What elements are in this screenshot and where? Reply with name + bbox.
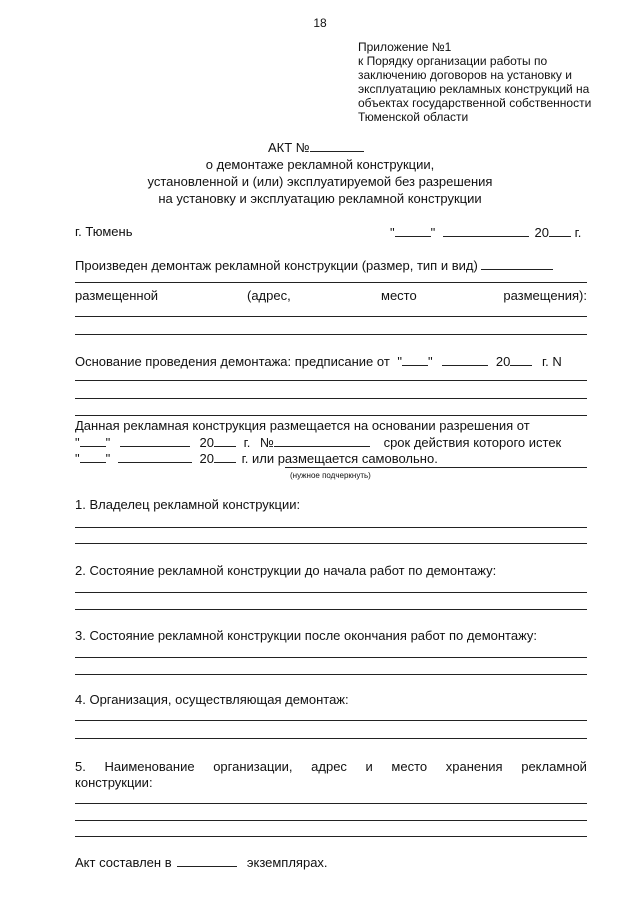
underline-note: (нужное подчеркнуть) [290, 471, 371, 480]
year-blank [214, 434, 236, 447]
copies-label: Акт составлен в [75, 855, 172, 870]
year-prefix: 20 [199, 451, 214, 466]
placed-word: размещенной [75, 288, 159, 303]
fill-line [75, 738, 587, 739]
appendix-line: Тюменской области [358, 110, 469, 124]
quote-mark: " [430, 225, 436, 240]
section-word: рекламной [521, 759, 587, 774]
day-blank [80, 450, 106, 463]
quote-mark: " [75, 451, 80, 466]
basis-label: Основание проведения демонтажа: предписание от [75, 354, 390, 369]
quote-mark: " [75, 435, 80, 450]
placed-word: размещения): [503, 288, 587, 303]
basis-suffix: г. N [542, 354, 562, 369]
title-line: установленной и (или) эксплуатируемой без разрешения [147, 174, 493, 189]
section-word: 5. [75, 759, 86, 774]
year-prefix: 20 [199, 435, 214, 450]
section-organization-label: 4. Организация, осуществляющая демонтаж: [75, 692, 349, 707]
copies-suffix: экземплярах. [246, 855, 328, 870]
placed-word: (адрес, [247, 288, 291, 303]
fill-line [75, 398, 587, 399]
fill-line [75, 380, 587, 381]
fill-line [75, 820, 587, 821]
year-blank [549, 224, 571, 237]
appendix-line: эксплуатацию рекламных конструкций на [358, 82, 590, 96]
permit-number-blank [274, 434, 370, 447]
copies-blank [177, 854, 237, 867]
year-prefix: 20 [534, 225, 549, 240]
section-word: организации, [213, 759, 293, 774]
placed-word: место [381, 288, 417, 303]
fill-line [285, 467, 587, 468]
title-line: на установку и эксплуатацию рекламной конструкции [158, 191, 482, 206]
fill-line [75, 415, 587, 416]
title-line: о демонтаже рекламной конструкции, [205, 157, 435, 172]
year-suffix: г. [243, 435, 251, 450]
year-suffix: г. [574, 225, 582, 240]
quote-mark: " [428, 354, 433, 369]
fill-line [75, 609, 587, 610]
section-state-before-label: 2. Состояние рекламной конструкции до начала работ по демонтажу: [75, 563, 497, 578]
month-blank [442, 353, 488, 366]
act-label: АКТ № [268, 140, 310, 155]
fill-line [75, 282, 587, 283]
day-blank [402, 353, 428, 366]
year-blank [510, 353, 532, 366]
act-number-blank [310, 139, 364, 152]
fill-line [75, 592, 587, 593]
section-word: место [391, 759, 428, 774]
month-blank [443, 224, 529, 237]
appendix-line: к Порядку организации работы по [358, 54, 548, 68]
month-blank [118, 450, 192, 463]
dismantle-text [75, 257, 553, 274]
page-number: 18 [313, 16, 327, 30]
section-word: Наименование [104, 759, 195, 774]
permit-self-text: г. или размещается самовольно. [241, 451, 438, 466]
appendix-line: Приложение №1 [358, 40, 452, 54]
quote-mark: " [105, 435, 111, 450]
fill-line [75, 674, 587, 675]
fill-line [75, 836, 587, 837]
section-storage-label [75, 759, 587, 775]
appendix-block [358, 40, 591, 124]
section-state-after-label: 3. Состояние рекламной конструкции после окончания работ по демонтажу: [75, 628, 538, 643]
year-prefix: 20 [495, 354, 511, 369]
quote-mark: " [397, 354, 403, 369]
day-blank [395, 224, 431, 237]
permit-line-2 [75, 434, 561, 451]
section-storage-label-cont: конструкции: [75, 775, 153, 790]
year-blank [214, 450, 236, 463]
section-word: хранения [445, 759, 503, 774]
section-word: и [365, 759, 373, 774]
date-field [390, 224, 581, 241]
quote-mark: " [390, 225, 395, 240]
act-title [268, 139, 364, 156]
section-owner-label: 1. Владелец рекламной конструкции: [75, 497, 301, 512]
city-label: г. Тюмень [75, 224, 133, 239]
fill-line [75, 543, 587, 544]
month-blank [120, 434, 190, 447]
permit-expiry-text: срок действия которого истек [383, 435, 562, 450]
fill-line [75, 803, 587, 804]
day-blank [80, 434, 106, 447]
quote-mark: " [105, 451, 111, 466]
fill-line [75, 720, 587, 721]
fill-line [75, 334, 587, 335]
fill-line [75, 316, 587, 317]
basis-row [75, 353, 562, 370]
dismantle-blank [481, 257, 553, 270]
dismantle-label: Произведен демонтаж рекламной конструкции (размер, тип и вид) [75, 258, 478, 273]
appendix-line: заключению договоров на установку и [358, 68, 572, 82]
copies-row [75, 854, 328, 871]
permit-line-3 [75, 450, 438, 467]
fill-line [75, 657, 587, 658]
number-sign: № [260, 435, 274, 450]
fill-line [75, 527, 587, 528]
section-word: адрес [311, 759, 347, 774]
appendix-line: объектах государственной собственности [358, 96, 592, 110]
permit-line-1: Данная рекламная конструкция размещается на основании разрешения от [75, 418, 530, 433]
